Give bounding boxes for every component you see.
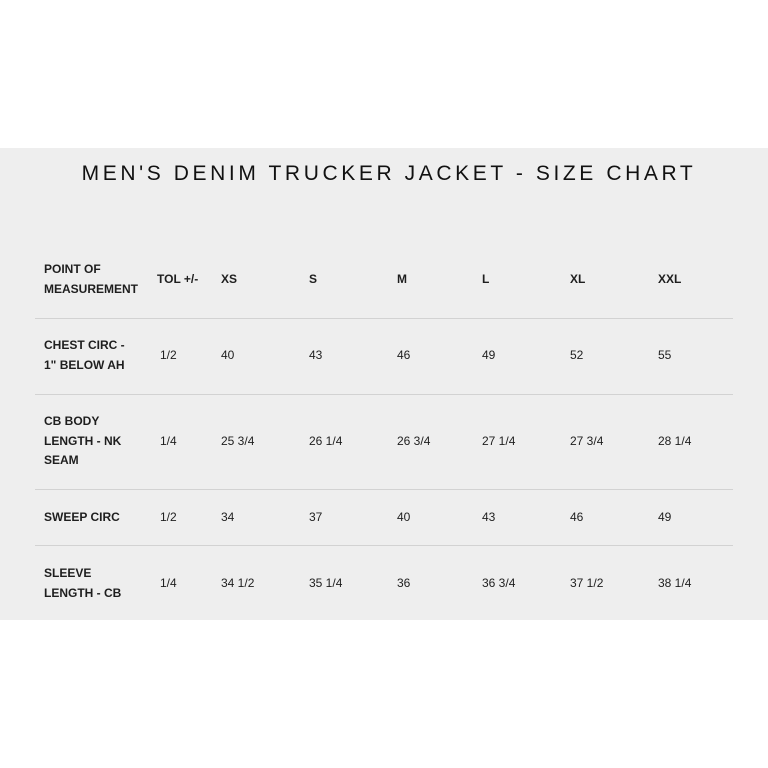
row-divider bbox=[35, 489, 733, 490]
row-l: 27 1/4 bbox=[482, 434, 516, 448]
row-m: 36 bbox=[397, 576, 411, 590]
header-m: M bbox=[397, 272, 407, 286]
row-label-line2: LENGTH - NK bbox=[44, 433, 122, 448]
row-xl: 52 bbox=[570, 348, 584, 362]
row-divider bbox=[35, 394, 733, 395]
row-tol: 1/2 bbox=[160, 348, 177, 362]
row-label bbox=[44, 412, 121, 471]
row-label-line1: CB BODY bbox=[44, 414, 100, 428]
row-xl: 37 1/2 bbox=[570, 576, 604, 590]
row-l: 36 3/4 bbox=[482, 576, 516, 590]
row-xs: 40 bbox=[221, 348, 235, 362]
header-point-of-measurement bbox=[44, 260, 138, 299]
header-pom-line1: POINT OF bbox=[44, 262, 101, 276]
header-xs: XS bbox=[221, 272, 238, 286]
row-xxl: 28 1/4 bbox=[658, 434, 692, 448]
header-tol: TOL +/- bbox=[157, 272, 199, 286]
row-m: 40 bbox=[397, 510, 411, 524]
row-label-line1: SLEEVE bbox=[44, 566, 92, 580]
row-m: 26 3/4 bbox=[397, 434, 431, 448]
row-xl: 27 3/4 bbox=[570, 434, 604, 448]
row-m: 46 bbox=[397, 348, 411, 362]
row-label-line2: 1" BELOW AH bbox=[44, 357, 125, 372]
header-l: L bbox=[482, 272, 490, 286]
row-xs: 34 1/2 bbox=[221, 576, 255, 590]
row-label-line2: LENGTH - CB bbox=[44, 585, 122, 600]
row-tol: 1/2 bbox=[160, 510, 177, 524]
row-s: 37 bbox=[309, 510, 323, 524]
row-xs: 34 bbox=[221, 510, 235, 524]
header-xxl: XXL bbox=[658, 272, 682, 286]
row-label bbox=[44, 508, 120, 528]
row-divider bbox=[35, 545, 733, 546]
size-chart-panel bbox=[0, 148, 768, 620]
row-l: 43 bbox=[482, 510, 496, 524]
row-xl: 46 bbox=[570, 510, 584, 524]
row-tol: 1/4 bbox=[160, 576, 177, 590]
row-s: 43 bbox=[309, 348, 323, 362]
row-divider bbox=[35, 318, 733, 319]
header-xl: XL bbox=[570, 272, 586, 286]
row-label bbox=[44, 336, 125, 375]
row-label bbox=[44, 564, 121, 603]
header-pom-line2: MEASUREMENT bbox=[44, 281, 139, 296]
row-label-line3: SEAM bbox=[44, 453, 79, 467]
row-l: 49 bbox=[482, 348, 496, 362]
row-s: 26 1/4 bbox=[309, 434, 343, 448]
row-xxl: 38 1/4 bbox=[658, 576, 692, 590]
row-label-line1: CHEST CIRC - bbox=[44, 338, 125, 352]
row-xxl: 49 bbox=[658, 510, 672, 524]
row-s: 35 1/4 bbox=[309, 576, 343, 590]
header-s: S bbox=[309, 272, 318, 286]
row-label-line1: SWEEP CIRC bbox=[44, 510, 120, 524]
row-xs: 25 3/4 bbox=[221, 434, 255, 448]
row-tol: 1/4 bbox=[160, 434, 177, 448]
chart-title: MEN'S DENIM TRUCKER JACKET - SIZE CHART bbox=[81, 162, 697, 185]
row-xxl: 55 bbox=[658, 348, 672, 362]
